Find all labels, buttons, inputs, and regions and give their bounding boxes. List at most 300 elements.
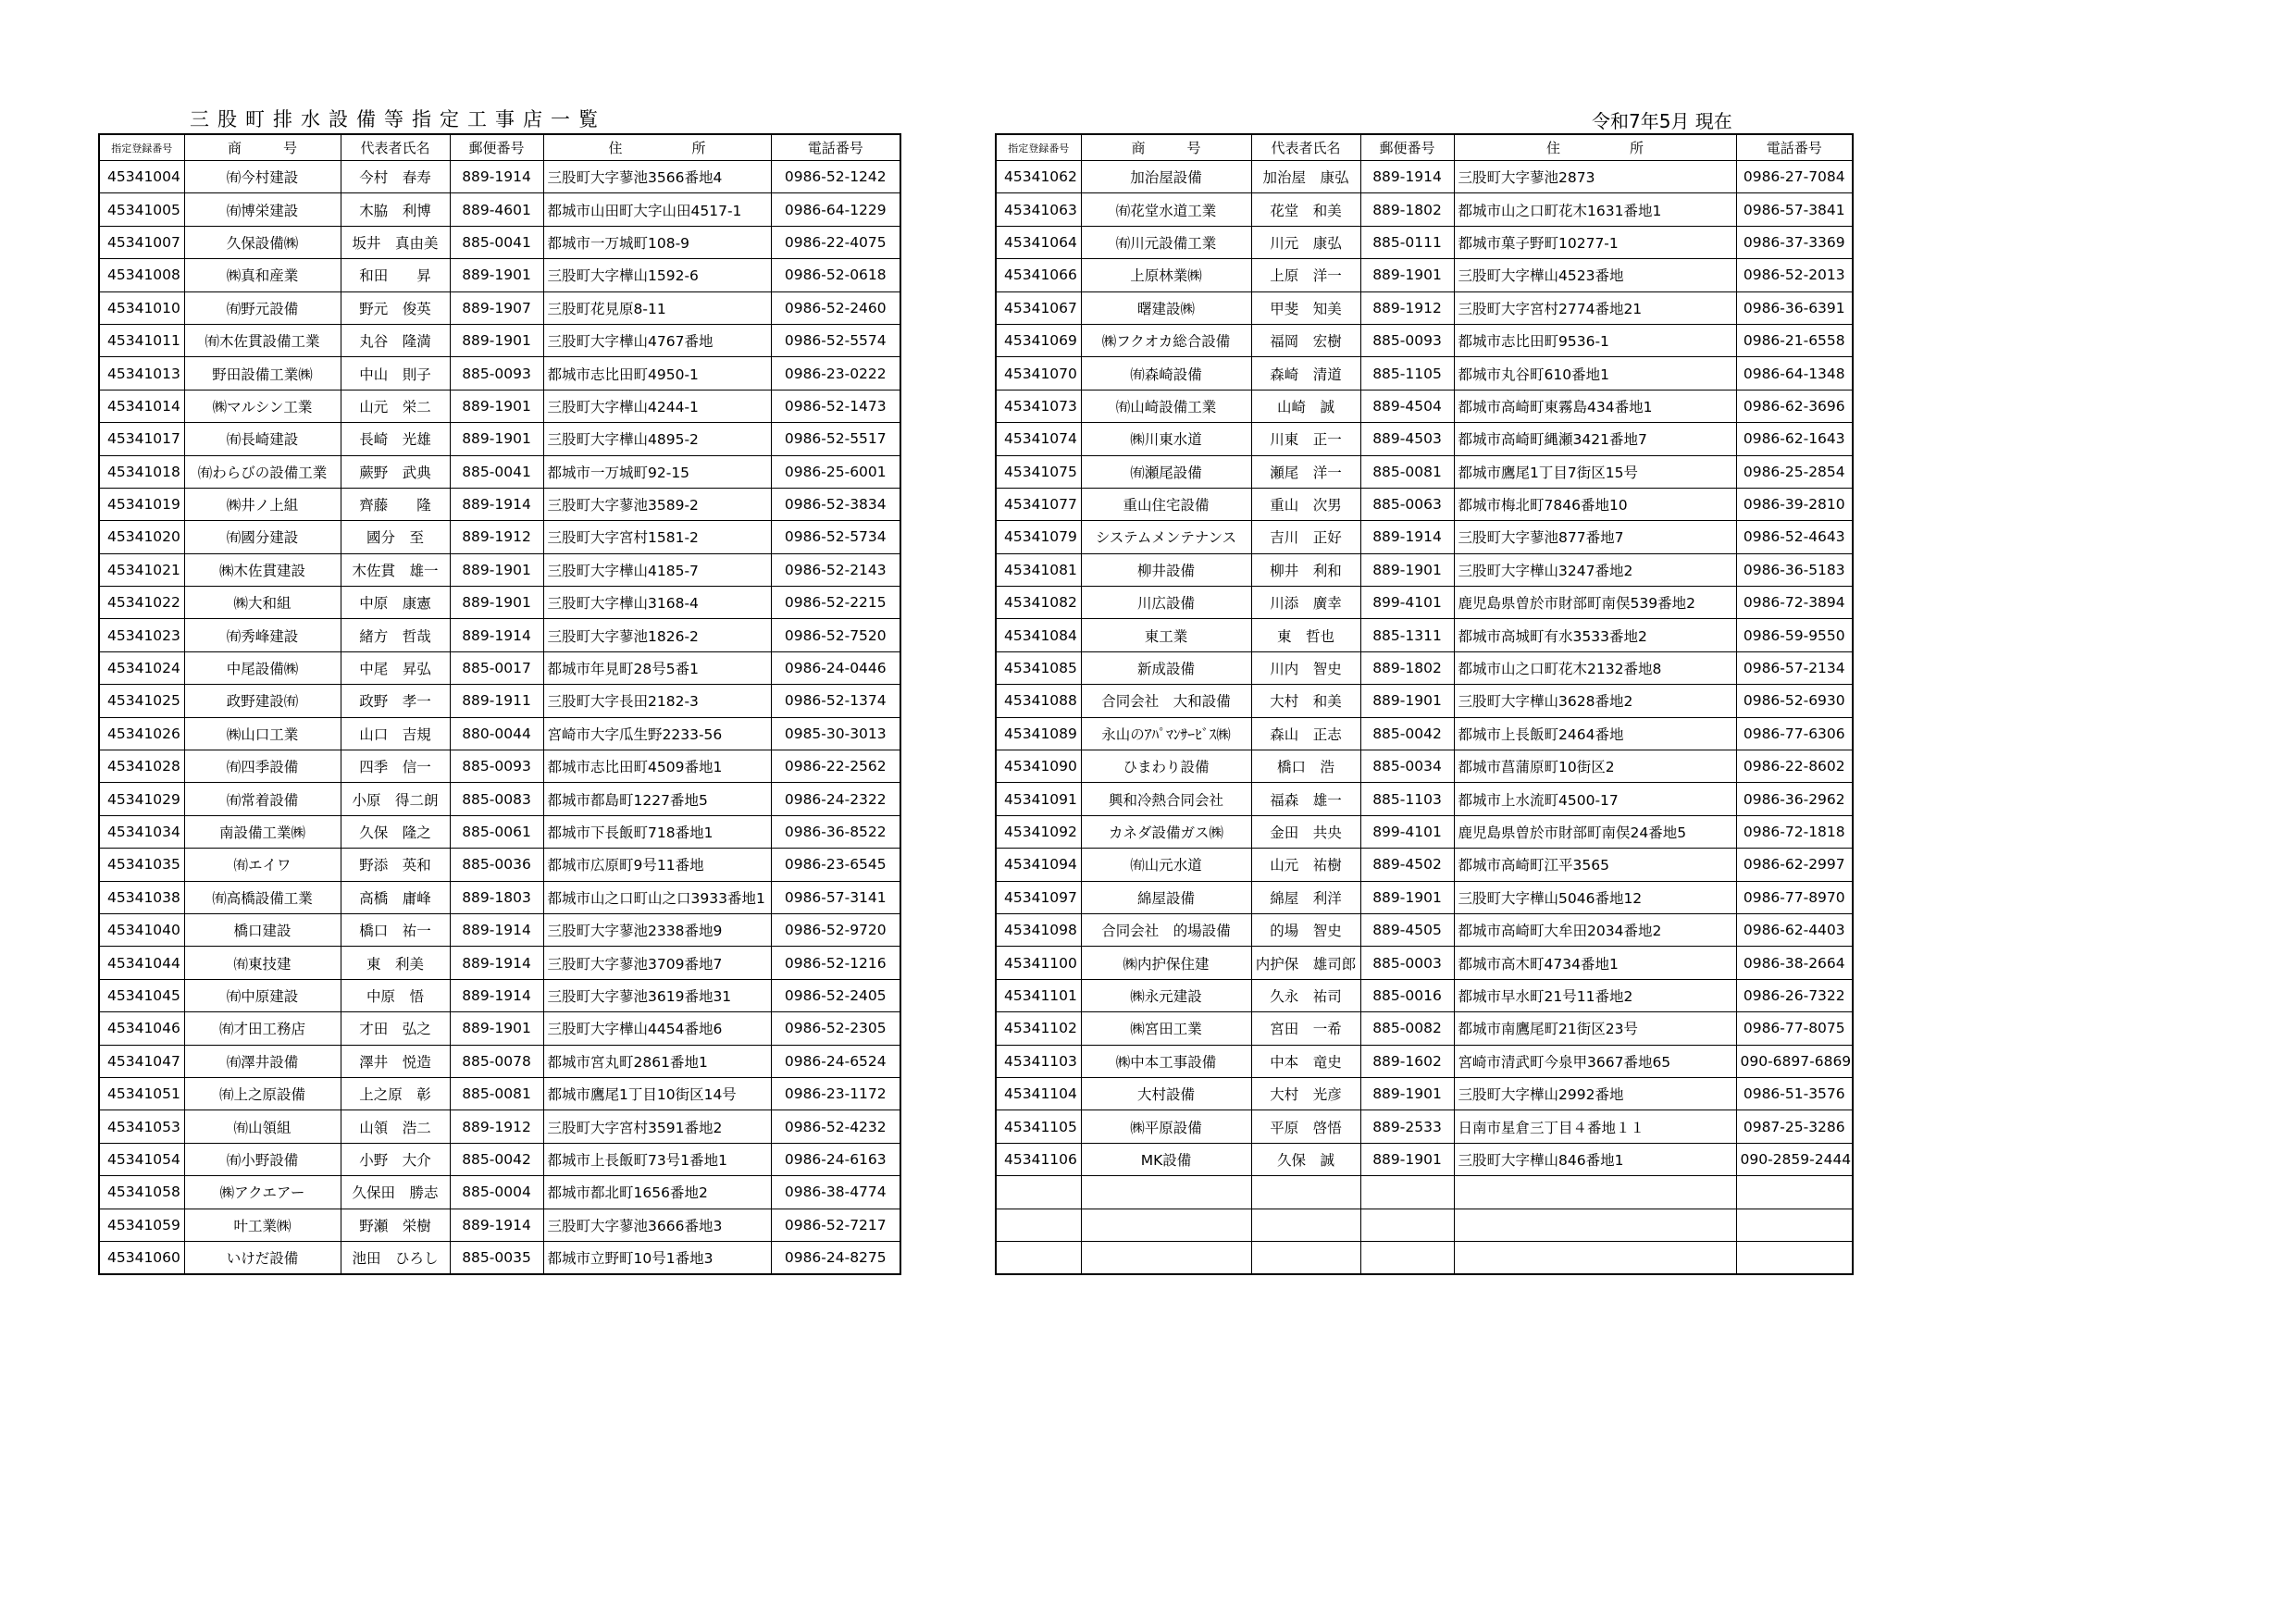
company-cell: ㈲秀峰建設 — [184, 619, 341, 651]
company-cell: ㈲エイワ — [184, 849, 341, 881]
postal-cell: 889-1901 — [1360, 1077, 1454, 1110]
rep-cell: 橋口 祐一 — [341, 913, 450, 946]
reg-no-cell: 45341091 — [996, 783, 1081, 815]
table-row — [99, 1012, 900, 1045]
table-row — [99, 423, 900, 455]
address-cell: 都城市高城町有水3533番地2 — [1454, 619, 1736, 651]
phone-cell: 0986-77-8970 — [1736, 881, 1853, 913]
postal-cell: 889-1901 — [450, 1012, 543, 1045]
postal-cell — [1360, 1241, 1454, 1274]
postal-cell: 889-1912 — [450, 1110, 543, 1143]
reg-no-cell: 45341067 — [996, 291, 1081, 324]
postal-cell: 889-1901 — [450, 553, 543, 586]
table-row — [996, 815, 1853, 848]
postal-cell: 889-1914 — [450, 1209, 543, 1241]
reg-no-cell: 45341104 — [996, 1077, 1081, 1110]
address-cell: 宮崎市清武町今泉甲3667番地65 — [1454, 1045, 1736, 1077]
address-cell: 三股町大字蓼池3619番地31 — [543, 979, 771, 1011]
address-cell: 都城市一万城町108-9 — [543, 226, 771, 258]
company-cell: 綿屋設備 — [1081, 881, 1251, 913]
rep-cell: 澤井 悦造 — [341, 1045, 450, 1077]
postal-cell: 889-1901 — [1360, 1143, 1454, 1175]
reg-no-cell: 45341017 — [99, 423, 184, 455]
rep-cell: 森山 正志 — [1251, 717, 1360, 750]
reg-no-cell: 45341074 — [996, 423, 1081, 455]
phone-cell: 0986-22-2562 — [771, 750, 900, 783]
rep-cell: 野元 俊英 — [341, 291, 450, 324]
postal-cell: 889-1914 — [450, 619, 543, 651]
phone-cell: 0986-38-4774 — [771, 1176, 900, 1209]
address-cell: 三股町大字蓼池2873 — [1454, 161, 1736, 193]
address-cell: 三股町大字宮村3591番地2 — [543, 1110, 771, 1143]
phone-cell: 090-6897-6869 — [1736, 1045, 1853, 1077]
table-row — [996, 1045, 1853, 1077]
col-header-address: 住 所 — [543, 134, 771, 161]
reg-no-cell: 45341026 — [99, 717, 184, 750]
table-row — [996, 750, 1853, 783]
reg-no-cell: 45341004 — [99, 161, 184, 193]
table-row — [996, 259, 1853, 291]
reg-no-cell: 45341045 — [99, 979, 184, 1011]
table-row — [99, 161, 900, 193]
postal-cell: 889-1602 — [1360, 1045, 1454, 1077]
address-cell: 三股町大字樺山4767番地 — [543, 324, 771, 356]
address-cell: 三股町大字樺山3168-4 — [543, 587, 771, 619]
address-cell: 三股町大字宮村1581-2 — [543, 521, 771, 553]
rep-cell: 綿屋 利洋 — [1251, 881, 1360, 913]
company-cell: 橋口建設 — [184, 913, 341, 946]
postal-cell: 889-1911 — [450, 685, 543, 717]
reg-no-cell: 45341020 — [99, 521, 184, 553]
company-cell: 中尾設備㈱ — [184, 651, 341, 684]
address-cell: 都城市山之口町山之口3933番地1 — [543, 881, 771, 913]
table-row — [996, 783, 1853, 815]
address-cell: 三股町大字樺山4895-2 — [543, 423, 771, 455]
address-cell: 都城市上長飯町2464番地 — [1454, 717, 1736, 750]
rep-cell: 宮田 一希 — [1251, 1012, 1360, 1045]
rep-cell: 上原 洋一 — [1251, 259, 1360, 291]
company-cell: ㈱大和組 — [184, 587, 341, 619]
rep-cell: 東 利美 — [341, 947, 450, 979]
address-cell — [1454, 1241, 1736, 1274]
company-cell: 永山のｱﾊﾟﾏﾝｻｰﾋﾞｽ㈱ — [1081, 717, 1251, 750]
reg-no-cell: 45341046 — [99, 1012, 184, 1045]
company-cell: 重山住宅設備 — [1081, 488, 1251, 520]
reg-no-cell: 45341021 — [99, 553, 184, 586]
address-cell: 三股町大字長田2182-3 — [543, 685, 771, 717]
postal-cell: 885-1311 — [1360, 619, 1454, 651]
address-cell — [1454, 1209, 1736, 1241]
rep-cell: 川元 康弘 — [1251, 226, 1360, 258]
postal-cell: 889-4505 — [1360, 913, 1454, 946]
address-cell: 宮崎市大字瓜生野2233-56 — [543, 717, 771, 750]
phone-cell: 0986-52-2405 — [771, 979, 900, 1011]
phone-cell: 0986-52-9720 — [771, 913, 900, 946]
rep-cell: 小原 得二朗 — [341, 783, 450, 815]
company-cell: ㈱中本工事設備 — [1081, 1045, 1251, 1077]
table-row — [99, 553, 900, 586]
phone-cell: 0986-64-1348 — [1736, 357, 1853, 390]
address-cell: 都城市高木町4734番地1 — [1454, 947, 1736, 979]
phone-cell: 0986-52-1242 — [771, 161, 900, 193]
reg-no-cell: 45341010 — [99, 291, 184, 324]
company-cell — [1081, 1176, 1251, 1209]
table-row — [99, 324, 900, 356]
reg-no-cell: 45341007 — [99, 226, 184, 258]
col-header-address: 住 所 — [1454, 134, 1736, 161]
table-row — [996, 717, 1853, 750]
rep-cell: 木佐貫 雄一 — [341, 553, 450, 586]
postal-cell: 885-0081 — [1360, 455, 1454, 488]
address-cell: 三股町大字蓼池3709番地7 — [543, 947, 771, 979]
rep-cell: 金田 共央 — [1251, 815, 1360, 848]
postal-cell: 889-1901 — [1360, 685, 1454, 717]
reg-no-cell: 45341092 — [996, 815, 1081, 848]
phone-cell: 0986-22-8602 — [1736, 750, 1853, 783]
reg-no-cell: 45341079 — [996, 521, 1081, 553]
company-cell: ㈲野元設備 — [184, 291, 341, 324]
phone-cell: 0986-62-1643 — [1736, 423, 1853, 455]
rep-cell: 小野 大介 — [341, 1143, 450, 1175]
postal-cell: 889-1914 — [450, 979, 543, 1011]
reg-no-cell: 45341059 — [99, 1209, 184, 1241]
phone-cell: 0986-52-1473 — [771, 390, 900, 422]
company-cell: ㈲わらびの設備工業 — [184, 455, 341, 488]
col-header-phone: 電話番号 — [771, 134, 900, 161]
reg-no-cell: 45341024 — [99, 651, 184, 684]
phone-cell: 0986-23-0222 — [771, 357, 900, 390]
postal-cell: 889-4502 — [1360, 849, 1454, 881]
phone-cell: 0986-52-2460 — [771, 291, 900, 324]
phone-cell: 0986-36-8522 — [771, 815, 900, 848]
company-cell: ㈲今村建設 — [184, 161, 341, 193]
address-cell: 鹿児島県曽於市財部町南俣24番地5 — [1454, 815, 1736, 848]
table-row — [996, 651, 1853, 684]
rep-cell: 蕨野 武典 — [341, 455, 450, 488]
rep-cell: 長崎 光雄 — [341, 423, 450, 455]
company-cell: ㈲花堂水道工業 — [1081, 193, 1251, 226]
postal-cell: 889-4504 — [1360, 390, 1454, 422]
reg-no-cell: 45341101 — [996, 979, 1081, 1011]
table-row — [99, 717, 900, 750]
table-row — [99, 587, 900, 619]
reg-no-cell: 45341088 — [996, 685, 1081, 717]
reg-no-cell: 45341023 — [99, 619, 184, 651]
phone-cell: 0986-39-2810 — [1736, 488, 1853, 520]
company-cell: ㈱真和産業 — [184, 259, 341, 291]
reg-no-cell: 45341069 — [996, 324, 1081, 356]
company-cell: ㈱宮田工業 — [1081, 1012, 1251, 1045]
phone-cell: 0986-22-4075 — [771, 226, 900, 258]
table-row — [996, 913, 1853, 946]
address-cell: 都城市都北町1656番地2 — [543, 1176, 771, 1209]
company-cell: ㈲小野設備 — [184, 1143, 341, 1175]
rep-cell: 才田 弘之 — [341, 1012, 450, 1045]
company-cell: ㈲長崎建設 — [184, 423, 341, 455]
table-row — [99, 291, 900, 324]
postal-cell: 889-4503 — [1360, 423, 1454, 455]
phone-cell: 0986-52-7520 — [771, 619, 900, 651]
reg-no-cell: 45341097 — [996, 881, 1081, 913]
phone-cell: 0986-57-2134 — [1736, 651, 1853, 684]
reg-no-cell: 45341047 — [99, 1045, 184, 1077]
phone-cell: 0986-21-6558 — [1736, 324, 1853, 356]
table-row — [996, 161, 1853, 193]
postal-cell: 889-1901 — [450, 324, 543, 356]
table-row — [996, 1012, 1853, 1045]
postal-cell: 885-0083 — [450, 783, 543, 815]
address-cell: 都城市鷹尾1丁目10街区14号 — [543, 1077, 771, 1110]
company-cell — [1081, 1241, 1251, 1274]
reg-no-cell: 45341073 — [996, 390, 1081, 422]
address-cell: 都城市広原町9号11番地 — [543, 849, 771, 881]
reg-no-cell: 45341098 — [996, 913, 1081, 946]
table-row — [996, 553, 1853, 586]
postal-cell: 885-0041 — [450, 226, 543, 258]
postal-cell: 885-0017 — [450, 651, 543, 684]
rep-cell: 中本 竜史 — [1251, 1045, 1360, 1077]
company-cell: ㈲常着設備 — [184, 783, 341, 815]
col-header-company: 商 号 — [184, 134, 341, 161]
rep-cell: 和田 昇 — [341, 259, 450, 291]
rep-cell: 中原 悟 — [341, 979, 450, 1011]
reg-no-cell — [996, 1176, 1081, 1209]
phone-cell: 0986-52-2305 — [771, 1012, 900, 1045]
address-cell: 三股町大字樺山4523番地 — [1454, 259, 1736, 291]
table-row — [996, 193, 1853, 226]
company-cell: 南設備工業㈱ — [184, 815, 341, 848]
address-cell: 三股町大字蓼池3589-2 — [543, 488, 771, 520]
company-cell: ㈲上之原設備 — [184, 1077, 341, 1110]
company-cell: ㈲山元水道 — [1081, 849, 1251, 881]
postal-cell: 885-0093 — [450, 750, 543, 783]
postal-cell: 885-0082 — [1360, 1012, 1454, 1045]
table-row — [99, 193, 900, 226]
company-cell: 久保設備㈱ — [184, 226, 341, 258]
company-cell: ㈱平原設備 — [1081, 1110, 1251, 1143]
address-cell: 都城市梅北町7846番地10 — [1454, 488, 1736, 520]
company-cell: ㈲東技建 — [184, 947, 341, 979]
col-header-company: 商 号 — [1081, 134, 1251, 161]
phone-cell: 0986-23-6545 — [771, 849, 900, 881]
table-row — [99, 455, 900, 488]
phone-cell: 0986-24-0446 — [771, 651, 900, 684]
postal-cell: 885-0016 — [1360, 979, 1454, 1011]
phone-cell: 0986-25-2854 — [1736, 455, 1853, 488]
rep-cell: 久永 祐司 — [1251, 979, 1360, 1011]
company-cell: ㈱永元建設 — [1081, 979, 1251, 1011]
table-row — [99, 1045, 900, 1077]
rep-cell: 中原 康憲 — [341, 587, 450, 619]
company-cell: 大村設備 — [1081, 1077, 1251, 1110]
rep-cell: 川東 正一 — [1251, 423, 1360, 455]
phone-cell: 0986-36-5183 — [1736, 553, 1853, 586]
rep-cell: 高橋 庸峰 — [341, 881, 450, 913]
address-cell: 都城市年見町28号5番1 — [543, 651, 771, 684]
address-cell: 都城市山之口町花木1631番地1 — [1454, 193, 1736, 226]
company-cell: ㈲博栄建設 — [184, 193, 341, 226]
rep-cell: 川内 智史 — [1251, 651, 1360, 684]
postal-cell: 885-0081 — [450, 1077, 543, 1110]
rep-cell: 橋口 浩 — [1251, 750, 1360, 783]
address-cell: 都城市都島町1227番地5 — [543, 783, 771, 815]
reg-no-cell: 45341063 — [996, 193, 1081, 226]
reg-no-cell: 45341051 — [99, 1077, 184, 1110]
rep-cell: 木脇 利博 — [341, 193, 450, 226]
table-row — [99, 913, 900, 946]
reg-no-cell: 45341085 — [996, 651, 1081, 684]
company-cell: システムメンテナンス — [1081, 521, 1251, 553]
phone-cell: 0986-52-6930 — [1736, 685, 1853, 717]
reg-no-cell: 45341064 — [996, 226, 1081, 258]
table-row — [996, 619, 1853, 651]
address-cell — [1454, 1176, 1736, 1209]
reg-no-cell: 45341013 — [99, 357, 184, 390]
rep-cell: 緒方 哲哉 — [341, 619, 450, 651]
rep-cell: 池田 ひろし — [341, 1241, 450, 1274]
reg-no-cell: 45341075 — [996, 455, 1081, 488]
company-cell: 上原林業㈱ — [1081, 259, 1251, 291]
table-row — [996, 357, 1853, 390]
table-header-row — [996, 134, 1853, 161]
address-cell: 都城市立野町10号1番地3 — [543, 1241, 771, 1274]
as-of-date: 令和7年5月 現在 — [1592, 110, 1732, 132]
rep-cell — [1251, 1209, 1360, 1241]
rep-cell: 中尾 昇弘 — [341, 651, 450, 684]
postal-cell: 885-0061 — [450, 815, 543, 848]
rep-cell: 丸谷 隆満 — [341, 324, 450, 356]
company-cell: ㈲瀬尾設備 — [1081, 455, 1251, 488]
company-cell: 曙建設㈱ — [1081, 291, 1251, 324]
reg-no-cell: 45341106 — [996, 1143, 1081, 1175]
phone-cell: 0986-36-2962 — [1736, 783, 1853, 815]
table-row — [996, 521, 1853, 553]
company-cell: 東工業 — [1081, 619, 1251, 651]
postal-cell: 885-0034 — [1360, 750, 1454, 783]
company-cell: カネダ設備ガス㈱ — [1081, 815, 1251, 848]
rep-cell: 東 哲也 — [1251, 619, 1360, 651]
phone-cell: 0986-26-7322 — [1736, 979, 1853, 1011]
postal-cell: 885-0042 — [450, 1143, 543, 1175]
phone-cell: 0986-52-5574 — [771, 324, 900, 356]
table-row — [99, 881, 900, 913]
postal-cell: 889-1901 — [450, 423, 543, 455]
table-row — [996, 947, 1853, 979]
company-cell: MK設備 — [1081, 1143, 1251, 1175]
table-row — [996, 979, 1853, 1011]
rep-cell: 福岡 宏樹 — [1251, 324, 1360, 356]
phone-cell: 090-2859-2444 — [1736, 1143, 1853, 1175]
phone-cell: 0986-52-5517 — [771, 423, 900, 455]
phone-cell: 0986-77-8075 — [1736, 1012, 1853, 1045]
postal-cell: 889-1802 — [1360, 193, 1454, 226]
postal-cell: 889-1907 — [450, 291, 543, 324]
table-row — [99, 979, 900, 1011]
phone-cell: 0986-64-1229 — [771, 193, 900, 226]
company-cell: 合同会社 大和設備 — [1081, 685, 1251, 717]
reg-no-cell: 45341060 — [99, 1241, 184, 1274]
phone-cell: 0986-24-8275 — [771, 1241, 900, 1274]
company-cell: ㈲中原建設 — [184, 979, 341, 1011]
rep-cell: 加治屋 康弘 — [1251, 161, 1360, 193]
postal-cell: 880-0044 — [450, 717, 543, 750]
phone-cell: 0986-52-2143 — [771, 553, 900, 586]
rep-cell: 久保 誠 — [1251, 1143, 1360, 1175]
postal-cell: 889-1802 — [1360, 651, 1454, 684]
company-cell: 加治屋設備 — [1081, 161, 1251, 193]
postal-cell: 899-4101 — [1360, 815, 1454, 848]
phone-cell: 0986-72-3894 — [1736, 587, 1853, 619]
address-cell: 都城市志比田町4509番地1 — [543, 750, 771, 783]
postal-cell: 889-4601 — [450, 193, 543, 226]
table-row — [99, 259, 900, 291]
phone-cell: 0986-51-3576 — [1736, 1077, 1853, 1110]
address-cell: 都城市宮丸町2861番地1 — [543, 1045, 771, 1077]
postal-cell: 889-1901 — [1360, 553, 1454, 586]
page-title: 三股町排水設備等指定工事店一覧 — [190, 108, 606, 130]
reg-no-cell: 45341084 — [996, 619, 1081, 651]
table-row — [996, 1241, 1853, 1274]
rep-cell: 久保田 勝志 — [341, 1176, 450, 1209]
address-cell: 三股町大字樺山3247番地2 — [1454, 553, 1736, 586]
reg-no-cell: 45341025 — [99, 685, 184, 717]
postal-cell — [1360, 1209, 1454, 1241]
reg-no-cell — [996, 1241, 1081, 1274]
reg-no-cell: 45341018 — [99, 455, 184, 488]
company-cell: ㈲澤井設備 — [184, 1045, 341, 1077]
table-row — [99, 1209, 900, 1241]
table-row — [996, 423, 1853, 455]
company-cell: 叶工業㈱ — [184, 1209, 341, 1241]
reg-no-cell: 45341066 — [996, 259, 1081, 291]
phone-cell: 0985-30-3013 — [771, 717, 900, 750]
address-cell: 都城市菖蒲原町10街区2 — [1454, 750, 1736, 783]
phone-cell: 0986-27-7084 — [1736, 161, 1853, 193]
reg-no-cell: 45341029 — [99, 783, 184, 815]
company-cell: ㈱川東水道 — [1081, 423, 1251, 455]
rep-cell — [1251, 1241, 1360, 1274]
reg-no-cell: 45341028 — [99, 750, 184, 783]
reg-no-cell: 45341090 — [996, 750, 1081, 783]
postal-cell: 889-1914 — [1360, 521, 1454, 553]
phone-cell: 0986-57-3141 — [771, 881, 900, 913]
address-cell: 都城市鷹尾1丁目7街区15号 — [1454, 455, 1736, 488]
rep-cell: 久保 隆之 — [341, 815, 450, 848]
table-row — [99, 685, 900, 717]
phone-cell: 0986-36-6391 — [1736, 291, 1853, 324]
address-cell: 三股町大字蓼池3666番地3 — [543, 1209, 771, 1241]
table-row — [996, 455, 1853, 488]
table-row — [996, 881, 1853, 913]
rep-cell: 齊藤 隆 — [341, 488, 450, 520]
reg-no-cell: 45341019 — [99, 488, 184, 520]
postal-cell: 885-0003 — [1360, 947, 1454, 979]
table-row — [99, 521, 900, 553]
phone-cell: 0986-38-2664 — [1736, 947, 1853, 979]
col-header-phone: 電話番号 — [1736, 134, 1853, 161]
rep-cell: 政野 孝一 — [341, 685, 450, 717]
company-cell: ㈲森崎設備 — [1081, 357, 1251, 390]
reg-no-cell: 45341038 — [99, 881, 184, 913]
rep-cell: 今村 春寿 — [341, 161, 450, 193]
company-cell: ㈲山領組 — [184, 1110, 341, 1143]
table-row — [996, 1077, 1853, 1110]
reg-no-cell: 45341089 — [996, 717, 1081, 750]
reg-no-cell — [996, 1209, 1081, 1241]
company-cell: ㈲木佐貫設備工業 — [184, 324, 341, 356]
address-cell: 三股町大字樺山4454番地6 — [543, 1012, 771, 1045]
address-cell: 都城市丸谷町610番地1 — [1454, 357, 1736, 390]
